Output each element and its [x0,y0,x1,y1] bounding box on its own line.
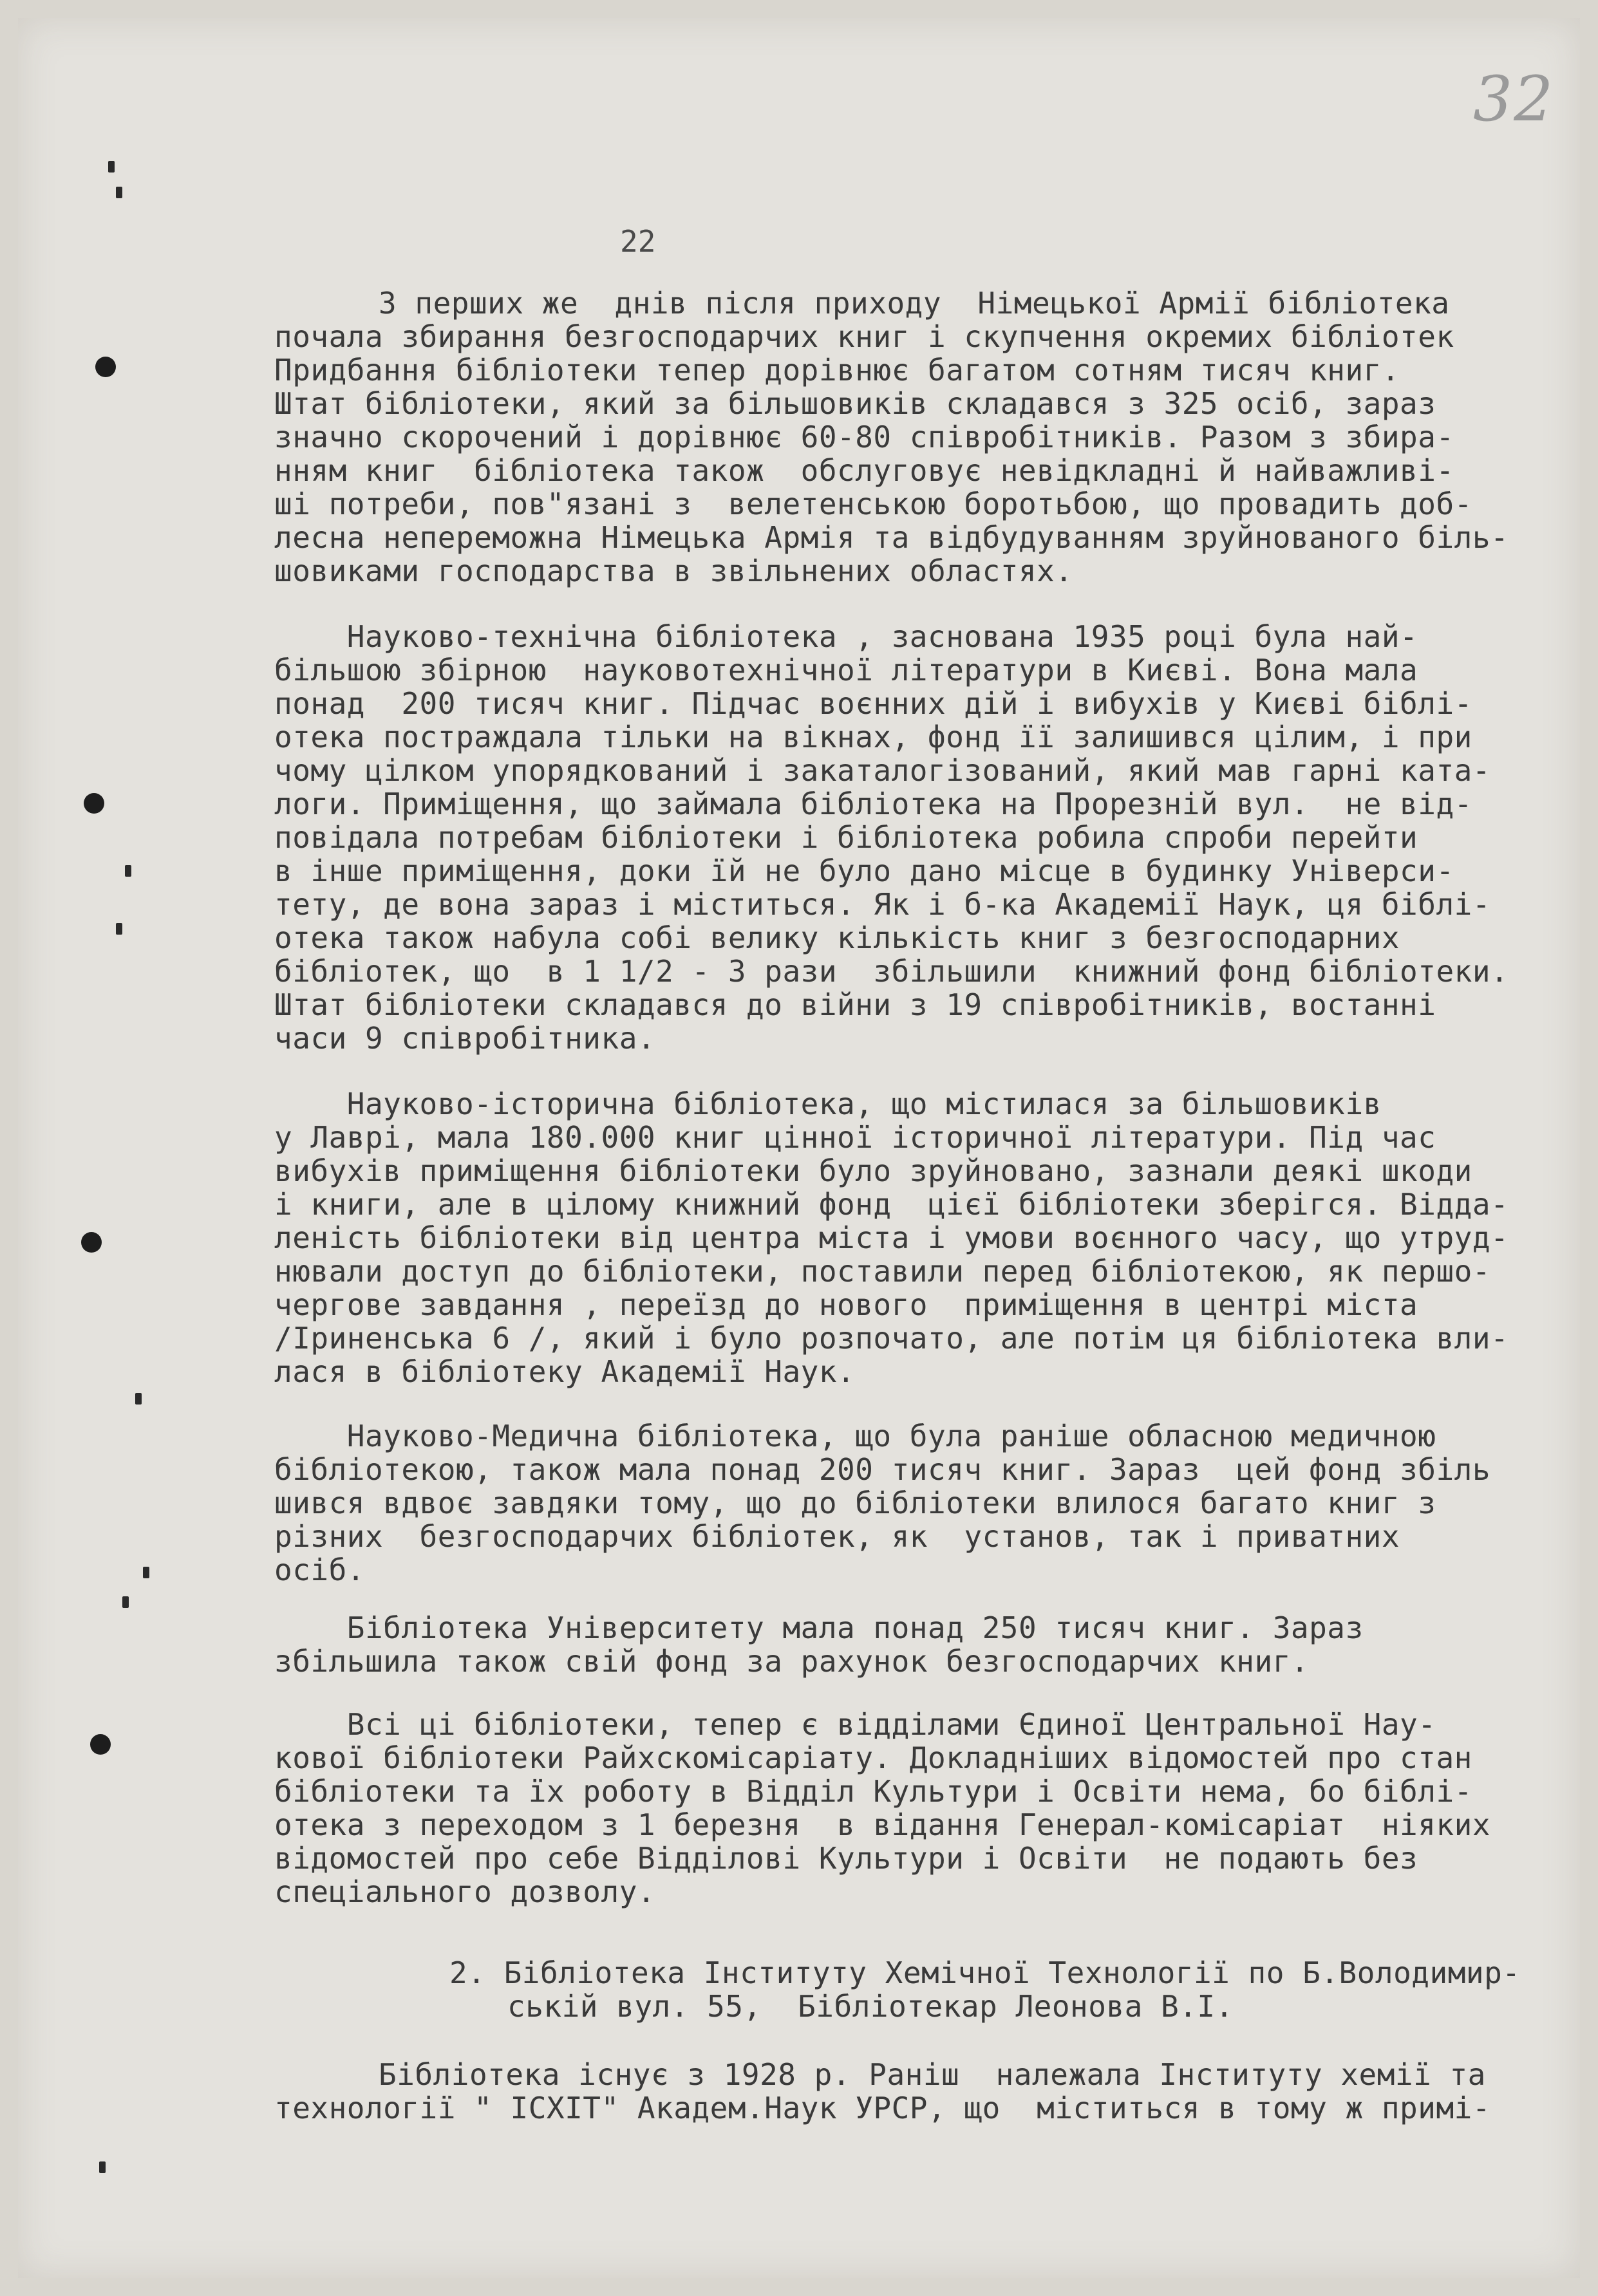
text-line: нням книг бібліотека також обслуговує невідкладні й найважливі- [274,453,1454,488]
binding-mark [135,1393,142,1405]
text-line: /Іриненська 6 /, який і було розпочато, але потім ця бібліотека вли- [274,1321,1509,1356]
punch-hole [90,1734,111,1755]
binding-mark [116,923,122,935]
text-line: леність бібліотеки від центра міста і умови воєнного часу, що утруд- [274,1220,1509,1255]
text-line: отека також набула собі велику кількість книг з безгосподарних [274,920,1400,955]
text-line: лася в бібліотеку Академії Наук. [274,1354,856,1389]
text-line: кової бібліотеки Райхскомісаріату. Докладніших відомостей про стан [274,1741,1472,1775]
text-line: бібліотек, що в 1 1/2 - 3 рази збільшили книжний фонд бібліотеки. [274,954,1509,989]
text-line: значно скорочений і дорівнює 60-80 співробітників. Разом з збира- [274,420,1454,454]
page-number: 22 [620,224,656,259]
document-page [18,18,1580,2278]
text-line: Науково-технічна бібліотека , заснована 1935 році була най- [274,619,1418,654]
text-line: З перших же днів після приходу Німецької Армії бібліотека [379,286,1450,321]
text-line: Науково-Медична бібліотека, що була раніше обласною медичною [274,1419,1436,1453]
text-line: шився вдвоє завдяки тому, що до бібліотеки влилося багато книг з [274,1486,1436,1520]
text-line: і книги, але в цілому книжний фонд цієї бібліотеки зберігся. Відда- [274,1187,1509,1222]
text-line: більшою збірною науковотехнічної літератури в Києві. Вона мала [274,653,1418,687]
text-line: Штат бібліотеки складався до війни з 19 співробітників, востанні [274,987,1436,1022]
text-line: Придбання бібліотеки тепер дорівнює багатом сотням тисяч книг. [274,353,1400,387]
text-line: відомостей про себе Відділові Культури і Освіти не подають без [274,1841,1418,1876]
text-line: почала збирання безгосподарчих книг і скупчення окремих бібліотек [274,319,1454,354]
text-line: часи 9 співробітника. [274,1021,656,1056]
text-line: чому цілком упорядкований і закаталогізований, який мав гарні ката- [274,753,1491,788]
text-line: 2. Бібліотека Інституту Хемічної Технології по Б.Володимир- [449,1955,1521,1990]
text-line: збільшила також свій фонд за рахунок безгосподарчих книг. [274,1644,1310,1679]
text-line: лесна непереможна Німецька Армія та відбудуванням зруйнованого біль- [274,520,1509,555]
text-line: тету, де вона зараз і міститься. Як і б-ка Академії Наук, ця біблі- [274,887,1491,922]
text-line: бібліотеки та їх роботу в Відділ Культури і Освіти нема, бо біблі- [274,1774,1472,1809]
punch-hole [84,793,104,814]
text-line: Науково-історична бібліотека, що містилася за більшовиків [274,1087,1382,1121]
text-line: Всі ці бібліотеки, тепер є відділами Єдиної Центральної Нау- [274,1707,1436,1742]
text-line: Бібліотека існує з 1928 р. Раніш належала Інституту хемії та [379,2057,1486,2092]
text-line: спеціального дозволу. [274,1874,656,1909]
text-line: осіб. [274,1553,365,1587]
punch-hole [95,357,116,377]
text-line: бібліотекою, також мала понад 200 тисяч книг. Зараз цей фонд збіль [274,1452,1491,1487]
text-line: понад 200 тисяч книг. Підчас воєнних дій і вибухів у Києві біблі- [274,686,1472,721]
binding-mark [143,1567,149,1578]
text-line: логи. Приміщення, що займала бібліотека на Прорезній вул. не від- [274,787,1472,821]
text-line: отека постраждала тільки на вікнах, фонд її залишився цілим, і при [274,720,1472,754]
binding-mark [116,187,122,198]
text-line: в інше приміщення, доки їй не було дано місце в будинку Універси- [274,854,1454,888]
text-line: Штат бібліотеки, який за більшовиків складався з 325 осіб, зараз [274,386,1436,421]
text-line: чергове завдання , переїзд до нового приміщення в центрі міста [274,1287,1418,1322]
text-line: нювали доступ до бібліотеки, поставили перед бібліотекою, як першо- [274,1254,1491,1289]
binding-mark [122,1596,129,1608]
text-line: вибухів приміщення бібліотеки було зруйновано, зазнали деякі шкоди [274,1153,1472,1188]
text-line: різних безгосподарчих бібліотек, як установ, так і приватних [274,1519,1400,1554]
archive-page-number: 32 [1473,63,1555,135]
text-line: ші потреби, пов"язані з велетенською боротьбою, що провадить доб- [274,487,1472,521]
binding-mark [125,865,131,877]
text-line: технології " ІСХІТ" Академ.Наук УРСР, що міститься в тому ж примі- [274,2091,1491,2125]
text-line: повідала потребам бібліотеки і бібліотека робила спроби перейти [274,820,1418,855]
text-line: ській вул. 55, Бібліотекар Леонова В.І. [507,1989,1234,2024]
binding-mark [108,161,115,173]
binding-mark [99,2161,106,2173]
text-line: Бібліотека Університету мала понад 250 тисяч книг. Зараз [274,1610,1364,1645]
punch-hole [81,1232,102,1253]
text-line: шовиками господарства в звільнених областях. [274,554,1073,588]
text-line: отека з переходом з 1 березня в відання Генерал-комісаріат ніяких [274,1807,1491,1842]
text-line: у Лаврі, мала 180.000 книг цінної історичної літератури. Під час [274,1120,1436,1155]
